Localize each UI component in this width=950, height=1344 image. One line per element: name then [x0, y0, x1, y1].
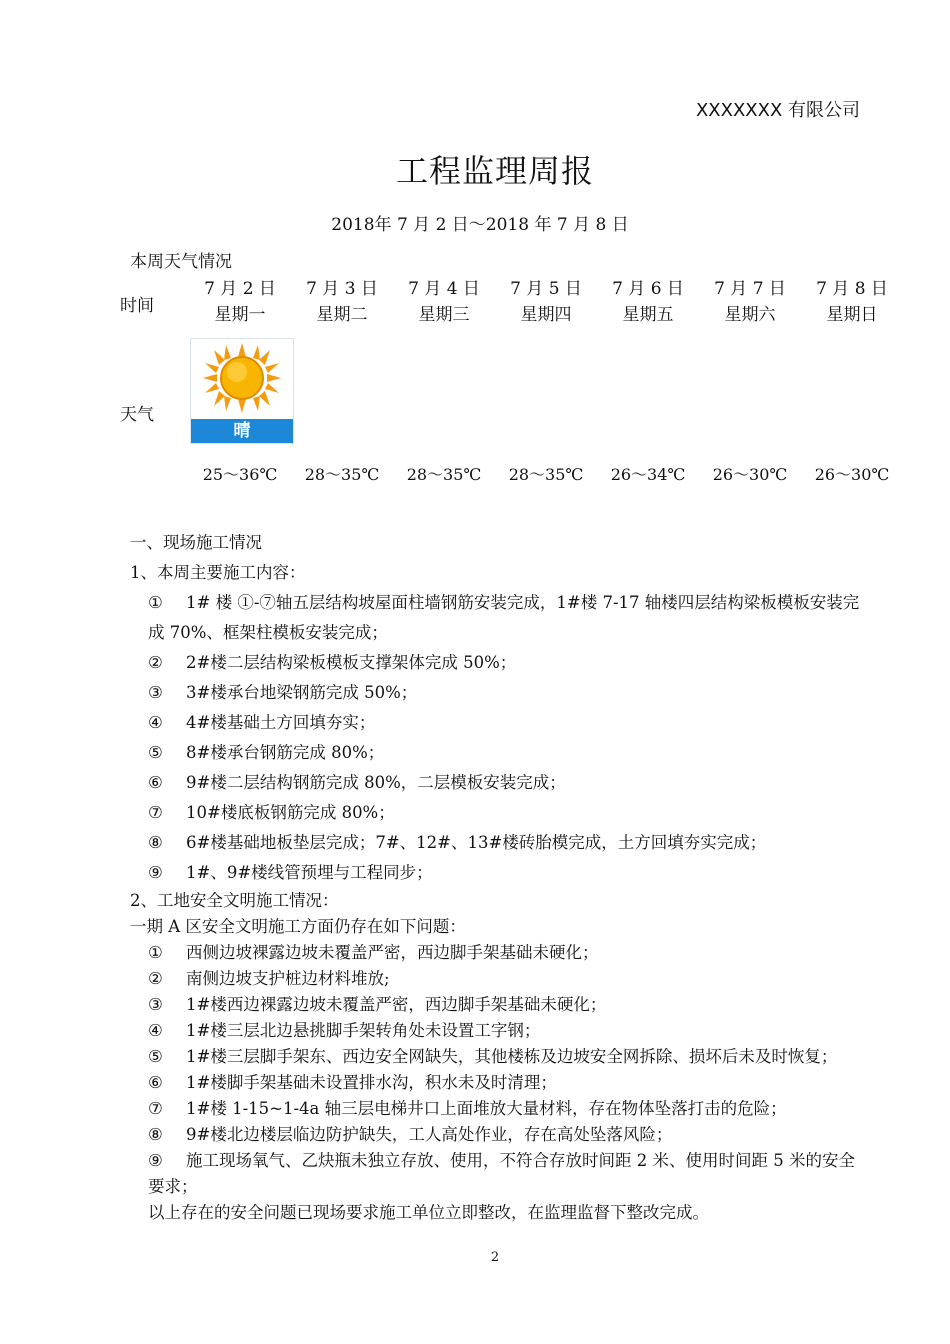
item-text: 3#楼承台地梁钢筋完成 50%； [186, 683, 418, 702]
item-text: 2#楼二层结构梁板模板支撑架体完成 50%； [186, 653, 517, 672]
item-number: ② [148, 969, 163, 988]
day-column [802, 276, 902, 328]
item-number: ④ [148, 713, 163, 732]
item-text: 4#楼基础土方回填夯实； [186, 713, 376, 732]
item-text: 1#楼脚手架基础未设置排水沟，积水未及时清理； [186, 1073, 557, 1092]
item-text: 9#楼北边楼层临边防护缺失，工人高处作业，存在高处坠落风险； [186, 1125, 673, 1144]
list-item [130, 940, 865, 966]
item-text: 6#楼基础地板垫层完成；7#、12#、13#楼砖胎模完成，土方回填夯实完成； [186, 833, 767, 852]
list-item [130, 768, 865, 798]
list-item [130, 1018, 865, 1044]
day-temperature: 26～34℃ [610, 465, 686, 484]
weather-row-label: 天气 [120, 405, 154, 425]
item-text: 8#楼承台钢筋完成 80%； [186, 743, 385, 762]
section-subheading: 2、工地安全文明施工情况： [130, 891, 339, 910]
day-date: 7 月 5 日 [510, 279, 582, 299]
day-date: 7 月 6 日 [612, 279, 684, 299]
day-temperature: 26～30℃ [712, 465, 788, 484]
weather-condition-label: 晴 [191, 419, 293, 443]
date-range: 2018年 7 月 2 日～2018 年 7 月 8 日 [331, 215, 629, 235]
day-column [394, 276, 494, 328]
day-column [292, 276, 392, 328]
day-date: 7 月 2 日 [204, 279, 276, 299]
day-date: 7 月 3 日 [306, 279, 378, 299]
report-body [130, 528, 865, 1226]
day-temperature: 26～30℃ [814, 465, 890, 484]
item-number: ⑨ [148, 1151, 163, 1170]
list-item [130, 738, 865, 768]
list-item [130, 1148, 865, 1200]
item-text: 1# 楼 ①-⑦轴五层结构坡屋面柱墙钢筋安装完成，1#楼 7-17 轴楼四层结构梁板模板安装完成 70%、框架柱模板安装完成； [148, 593, 860, 642]
list-item [130, 828, 865, 858]
item-text: 1#楼 1-15~1-4a 轴三层电梯井口上面堆放大量材料，存在物体坠落打击的危险； [186, 1099, 787, 1118]
item-text: 施工现场氧气、乙炔瓶未独立存放、使用，不符合存放时间距 2 米、使用时间距 5 米的安全要求； [148, 1151, 855, 1196]
day-temperature: 28～35℃ [406, 465, 482, 484]
item-number: ③ [148, 995, 163, 1014]
day-weekday: 星期二 [316, 305, 368, 325]
day-weekday: 星期三 [418, 305, 470, 325]
item-text: 1#楼三层北边悬挑脚手架转角处未设置工字钢； [186, 1021, 541, 1040]
item-number: ⑦ [148, 1099, 163, 1118]
day-column [496, 276, 596, 328]
item-number: ⑥ [148, 773, 163, 792]
list-item [130, 648, 865, 678]
item-number: ① [148, 943, 163, 962]
list-item [130, 1096, 865, 1122]
company-name: XXXXXXX 有限公司 [695, 100, 860, 121]
item-text: 9#楼二层结构钢筋完成 80%，二层模板安装完成； [186, 773, 566, 792]
sun-icon [191, 339, 293, 421]
item-number: ⑥ [148, 1073, 163, 1092]
day-column [190, 276, 290, 328]
list-item [130, 1070, 865, 1096]
page-number: 2 [490, 1250, 500, 1265]
item-number: ⑤ [148, 743, 163, 762]
list-item [130, 1122, 865, 1148]
list-item [130, 992, 865, 1018]
list-item [130, 798, 865, 828]
list-item [130, 588, 865, 648]
day-column [598, 276, 698, 328]
day-temperature: 25～36℃ [202, 465, 278, 484]
conclusion: 以上存在的安全问题已现场要求施工单位立即整改，在监理监督下整改完成。 [148, 1203, 709, 1222]
sunny-weather-card [190, 338, 294, 444]
item-number: ① [148, 593, 163, 612]
day-temperature: 28～35℃ [508, 465, 584, 484]
section-intro: 一期 A 区安全文明施工方面仍存在如下问题： [130, 917, 466, 936]
section-heading: 一、现场施工情况 [130, 533, 262, 552]
day-temperature: 28～35℃ [304, 465, 380, 484]
weather-caption: 本周天气情况 [130, 252, 232, 272]
safety-section [130, 888, 865, 1226]
list-item [130, 678, 865, 708]
day-weekday: 星期一 [214, 305, 266, 325]
page-title: 工程监理周报 [395, 152, 594, 190]
item-number: ② [148, 653, 163, 672]
day-date: 7 月 4 日 [408, 279, 480, 299]
day-date: 7 月 7 日 [714, 279, 786, 299]
list-item [130, 858, 865, 888]
item-text: 10#楼底板钢筋完成 80%； [186, 803, 395, 822]
item-text: 西侧边坡裸露边坡未覆盖严密，西边脚手架基础未硬化； [186, 943, 599, 962]
section-subheading: 1、本周主要施工内容： [130, 563, 306, 582]
day-weekday: 星期日 [826, 305, 878, 325]
item-number: ③ [148, 683, 163, 702]
item-text: 1#、9#楼线管预埋与工程同步； [186, 863, 433, 882]
list-item [130, 966, 865, 992]
day-weekday: 星期六 [724, 305, 776, 325]
day-date: 7 月 8 日 [816, 279, 888, 299]
item-number: ④ [148, 1021, 163, 1040]
item-number: ⑤ [148, 1047, 163, 1066]
item-number: ⑦ [148, 803, 163, 822]
item-number: ⑧ [148, 833, 163, 852]
day-column [700, 276, 800, 328]
time-row-label: 时间 [120, 296, 154, 316]
day-weekday: 星期四 [520, 305, 572, 325]
item-number: ⑨ [148, 863, 163, 882]
item-text: 1#楼三层脚手架东、西边安全网缺失，其他楼栋及边坡安全网拆除、损坏后未及时恢复； [186, 1047, 838, 1066]
item-text: 南侧边坡支护桩边材料堆放; [186, 969, 390, 988]
list-item [130, 1044, 865, 1070]
day-weekday: 星期五 [622, 305, 674, 325]
list-item [130, 708, 865, 738]
item-text: 1#楼西边裸露边坡未覆盖严密，西边脚手架基础未硬化； [186, 995, 607, 1014]
item-number: ⑧ [148, 1125, 163, 1144]
